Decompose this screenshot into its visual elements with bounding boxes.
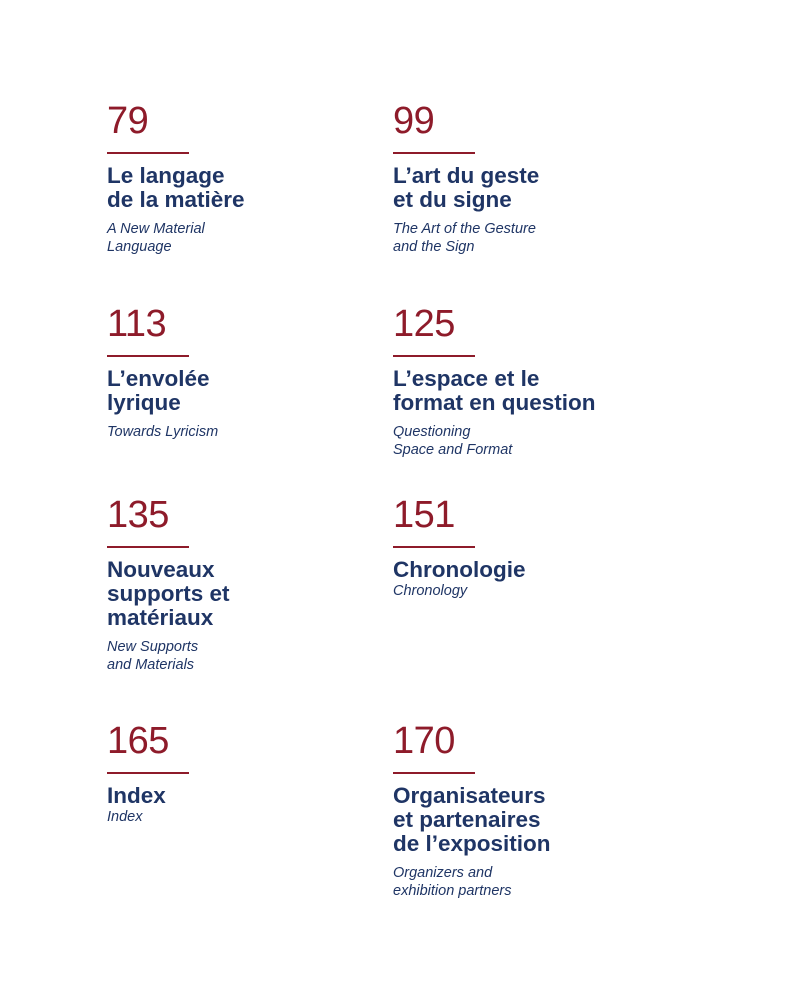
section-title: Index — [107, 783, 166, 808]
toc-entry[interactable] — [393, 102, 673, 256]
page-number: 135 — [107, 494, 169, 536]
section-subtitle: Index — [107, 809, 143, 825]
section-title: L’art du geste et du signe — [393, 163, 540, 212]
page-number: 165 — [107, 720, 169, 762]
toc-entry[interactable] — [393, 305, 673, 459]
section-subtitle: Questioning Space and Format — [393, 424, 513, 458]
page-number: 125 — [393, 303, 455, 345]
page-number: 79 — [107, 100, 149, 142]
divider — [393, 546, 475, 548]
section-title: Nouveaux supports et matériaux — [107, 557, 230, 630]
toc-entry[interactable] — [107, 102, 387, 256]
divider — [107, 152, 189, 154]
page-number: 99 — [393, 100, 435, 142]
section-subtitle: A New Material Language — [107, 221, 205, 255]
divider — [393, 772, 475, 774]
toc-entry[interactable] — [107, 496, 387, 674]
page-number: 151 — [393, 494, 455, 536]
divider — [107, 546, 189, 548]
divider — [393, 152, 475, 154]
section-title: L’envolée lyrique — [107, 366, 210, 415]
section-title: Chronologie — [393, 557, 526, 582]
section-subtitle: Chronology — [393, 583, 468, 599]
page-number: 113 — [107, 303, 167, 345]
section-subtitle: Towards Lyricism — [107, 424, 219, 440]
section-subtitle: New Supports and Materials — [107, 639, 199, 673]
toc-entry[interactable] — [107, 305, 387, 441]
divider — [107, 772, 189, 774]
page-number: 170 — [393, 720, 455, 762]
divider — [107, 355, 189, 357]
divider — [393, 355, 475, 357]
toc-entry[interactable] — [107, 722, 387, 826]
toc-entry[interactable] — [393, 722, 673, 900]
section-title: L’espace et le format en question — [393, 366, 596, 415]
section-subtitle: Organizers and exhibition partners — [393, 865, 512, 899]
section-title: Le langage de la matière — [107, 163, 245, 212]
section-title: Organisateurs et partenaires de l’exposition — [393, 783, 551, 856]
section-subtitle: The Art of the Gesture and the Sign — [393, 221, 536, 255]
toc-entry[interactable] — [393, 496, 673, 600]
